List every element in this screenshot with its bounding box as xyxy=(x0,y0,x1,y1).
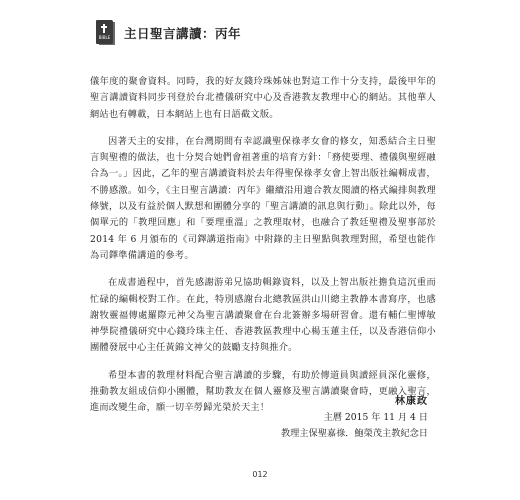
signature-name: 林康政 xyxy=(395,396,428,407)
page-header-title: 主日聖言講讀：丙年 xyxy=(124,26,242,41)
bible-book-icon xyxy=(96,20,116,46)
body-text xyxy=(90,74,436,417)
paragraph-4: 希望本書的教理材料配合聖言講讀的步驟，有助於傳道員與讀經員深化靈修，推動教友組成信仰小團體，幫助教友在個人靈修及聖言講讀聚會時，更融入聖言，進而改變生命，願一切辛勞歸光榮於天主！ xyxy=(90,369,436,414)
bible-icon-label: BIBLE xyxy=(98,35,111,40)
paragraph-3: 在成書過程中，首先感謝游弟兄協助輯錄資料，以及上智出版社擔負這沉重而忙碌的編輯校對工作。在此，特別感謝台北總教區洪山川總主教静本書寫序，也感謝牧靈福傳處羅際元神父為聖言講讀聚會在台北簽辦多場研習會。還有輔仁聖博敏神學院禮儀研究中心錢玲珠主任、香港教區教理中心楊玉蓮主任，以及香港信仰小團體發展中心主任黃錦文神父的鼓勵支持與推介。 xyxy=(90,277,436,354)
signature-place: 教理主保聖嘉祿．鮑榮茂主教紀念日 xyxy=(281,428,428,439)
page-number: 012 xyxy=(252,470,268,479)
paragraph-1: 儀年度的聚會資料。同時，我的好友錢玲珠姊妹也對這工作十分支持，最後甲年的聖言講讀資料同步刊登於台北禮儀研究中心及香港教友教理中心的網站。其他華人網站也有轉載，日本網站上也有日語截文版。 xyxy=(90,76,436,120)
signature-date: 主曆 2015 年 11 月 4 日 xyxy=(323,412,428,423)
paragraph-2: 因著天主的安排，在台灣期間有幸認識聖保祿孝女會的修女，知悉結合主日聖言與聖禮的做法，也十分契合她們會祖著重的培育方針：「務使要理、禮儀與聖經融合為一。」因此，乙年的聖言講讀資料於去年得聖保祿孝女會上智出版社編輯成書，不勝感激。如今，《主日聖言講讀：丙年》繼續沿用適合教友閱讀的格式編排與教理條號，以及有益於個人默想和團體分享的「聖言講讀的訊息與行動」。除此以外，每個單元的「教理回應」和「要理重溫」之教理取材，也融合了教廷聖禮及聖事部於 2014 年 6 月頒布的《司鐸講道指南》中附錄的主日聖點與教理對照，希望也能作為司鐸準備講道的參考。 xyxy=(90,135,436,261)
page-header xyxy=(96,20,241,46)
